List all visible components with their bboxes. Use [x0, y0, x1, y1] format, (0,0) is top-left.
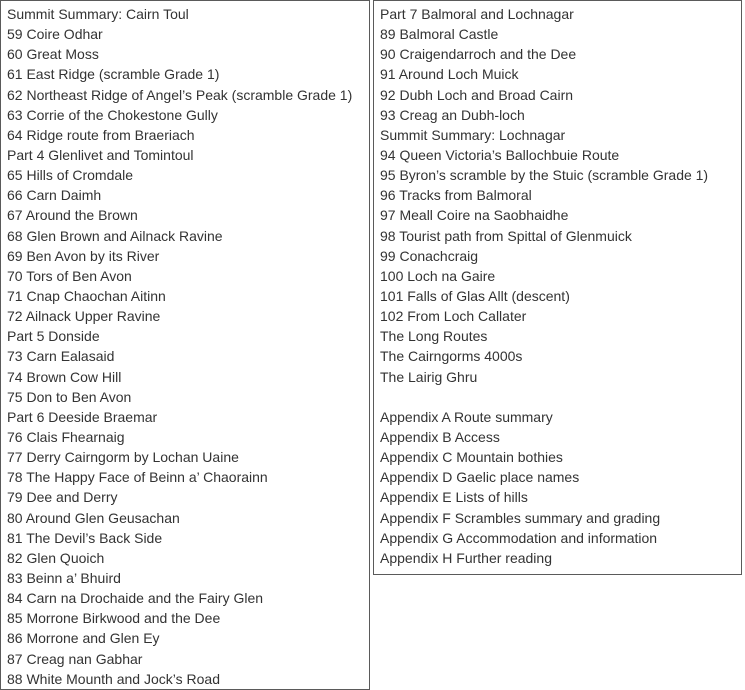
- toc-entry: 72 Ailnack Upper Ravine: [7, 308, 161, 325]
- toc-entry: 76 Clais Fhearnaig: [7, 428, 125, 445]
- toc-entry: Appendix C Mountain bothies: [380, 449, 563, 466]
- toc-entry: Part 7 Balmoral and Lochnagar: [380, 6, 574, 22]
- toc-entry: Appendix H Further reading: [380, 549, 552, 566]
- toc-entry: 92 Dubh Loch and Broad Cairn: [380, 86, 574, 103]
- toc-entry: Appendix A Route summary: [380, 408, 553, 425]
- toc-entry: Part 5 Donside: [7, 328, 100, 345]
- toc-entry: 102 From Loch Callater: [380, 308, 527, 325]
- toc-entry: The Long Routes: [380, 328, 488, 345]
- toc-entry: 96 Tracks from Balmoral: [380, 187, 532, 204]
- toc-entry: 86 Morrone and Glen Ey: [7, 630, 160, 647]
- toc-entry: Appendix D Gaelic place names: [380, 469, 580, 486]
- toc-entry: 91 Around Loch Muick: [380, 66, 519, 83]
- toc-entry: 80 Around Glen Geusachan: [7, 509, 180, 526]
- toc-right-column: [373, 0, 742, 575]
- toc-entry: 89 Balmoral Castle: [380, 26, 499, 43]
- toc-entry: 73 Carn Ealasaid: [7, 348, 115, 365]
- toc-entry: 81 The Devil’s Back Side: [7, 529, 163, 546]
- toc-entry: 98 Tourist path from Spittal of Glenmuick: [380, 227, 632, 244]
- toc-entry: The Cairngorms 4000s: [380, 348, 523, 365]
- toc-entry: 95 Byron’s scramble by the Stuic (scramble Grade 1): [380, 167, 709, 184]
- toc-entry: 101 Falls of Glas Allt (descent): [380, 287, 570, 304]
- toc-entry: 78 The Happy Face of Beinn a’ Chaorainn: [7, 469, 268, 486]
- toc-entry: Part 4 Glenlivet and Tomintoul: [7, 146, 194, 163]
- toc-entry: Appendix F Scrambles summary and grading: [380, 509, 661, 526]
- toc-entry: 75 Don to Ben Avon: [7, 388, 132, 405]
- toc-entry: 61 East Ridge (scramble Grade 1): [7, 66, 220, 83]
- toc-entry: 66 Carn Daimh: [7, 187, 102, 204]
- toc-spacer: [380, 387, 741, 407]
- toc-entry: 84 Carn na Drochaide and the Fairy Glen: [7, 590, 264, 607]
- toc-entry: 94 Queen Victoria’s Ballochbuie Route: [380, 146, 620, 163]
- toc-entry: 67 Around the Brown: [7, 207, 138, 224]
- toc-entry: 64 Ridge route from Braeriach: [7, 126, 195, 143]
- toc-entry: 60 Great Moss: [7, 46, 99, 63]
- toc-entry: Summit Summary: Cairn Toul: [7, 6, 189, 22]
- toc-entry: Summit Summary: Lochnagar: [380, 126, 566, 143]
- toc-entry: Appendix B Access: [380, 428, 500, 445]
- toc-entry: 93 Creag an Dubh-loch: [380, 106, 525, 123]
- toc-entry: 83 Beinn a’ Bhuird: [7, 569, 121, 586]
- toc-entry: 77 Derry Cairngorm by Lochan Uaine: [7, 449, 239, 466]
- toc-entry: Part 6 Deeside Braemar: [7, 408, 158, 425]
- toc-entry: 65 Hills of Cromdale: [7, 167, 134, 184]
- toc-entry: 82 Glen Quoich: [7, 549, 105, 566]
- toc-entry: 71 Cnap Chaochan Aitinn: [7, 287, 166, 304]
- toc-entry: Appendix E Lists of hills: [380, 489, 528, 506]
- toc-entry: 70 Tors of Ben Avon: [7, 267, 132, 284]
- toc-entry: 74 Brown Cow Hill: [7, 368, 122, 385]
- toc-entry: 68 Glen Brown and Ailnack Ravine: [7, 227, 223, 244]
- toc-entry: 59 Coire Odhar: [7, 26, 103, 43]
- toc-entry: 63 Corrie of the Chokestone Gully: [7, 106, 218, 123]
- toc-entry: 100 Loch na Gaire: [380, 267, 496, 284]
- toc-entry: 79 Dee and Derry: [7, 489, 118, 506]
- toc-entry: 62 Northeast Ridge of Angel’s Peak (scramble Grade 1): [7, 86, 353, 103]
- toc-entry: 85 Morrone Birkwood and the Dee: [7, 610, 221, 627]
- toc-entry: 90 Craigendarroch and the Dee: [380, 46, 577, 63]
- toc-entry: 88 White Mounth and Jock’s Road: [7, 670, 220, 687]
- toc-left-column: [0, 0, 370, 690]
- toc-entry: The Lairig Ghru: [380, 368, 478, 385]
- toc-entry: 69 Ben Avon by its River: [7, 247, 160, 264]
- toc-entry: Appendix G Accommodation and information: [380, 529, 658, 546]
- toc-entry: 87 Creag nan Gabhar: [7, 650, 143, 667]
- toc-entry: 99 Conachcraig: [380, 247, 479, 264]
- toc-entry: 97 Meall Coire na Saobhaidhe: [380, 207, 569, 224]
